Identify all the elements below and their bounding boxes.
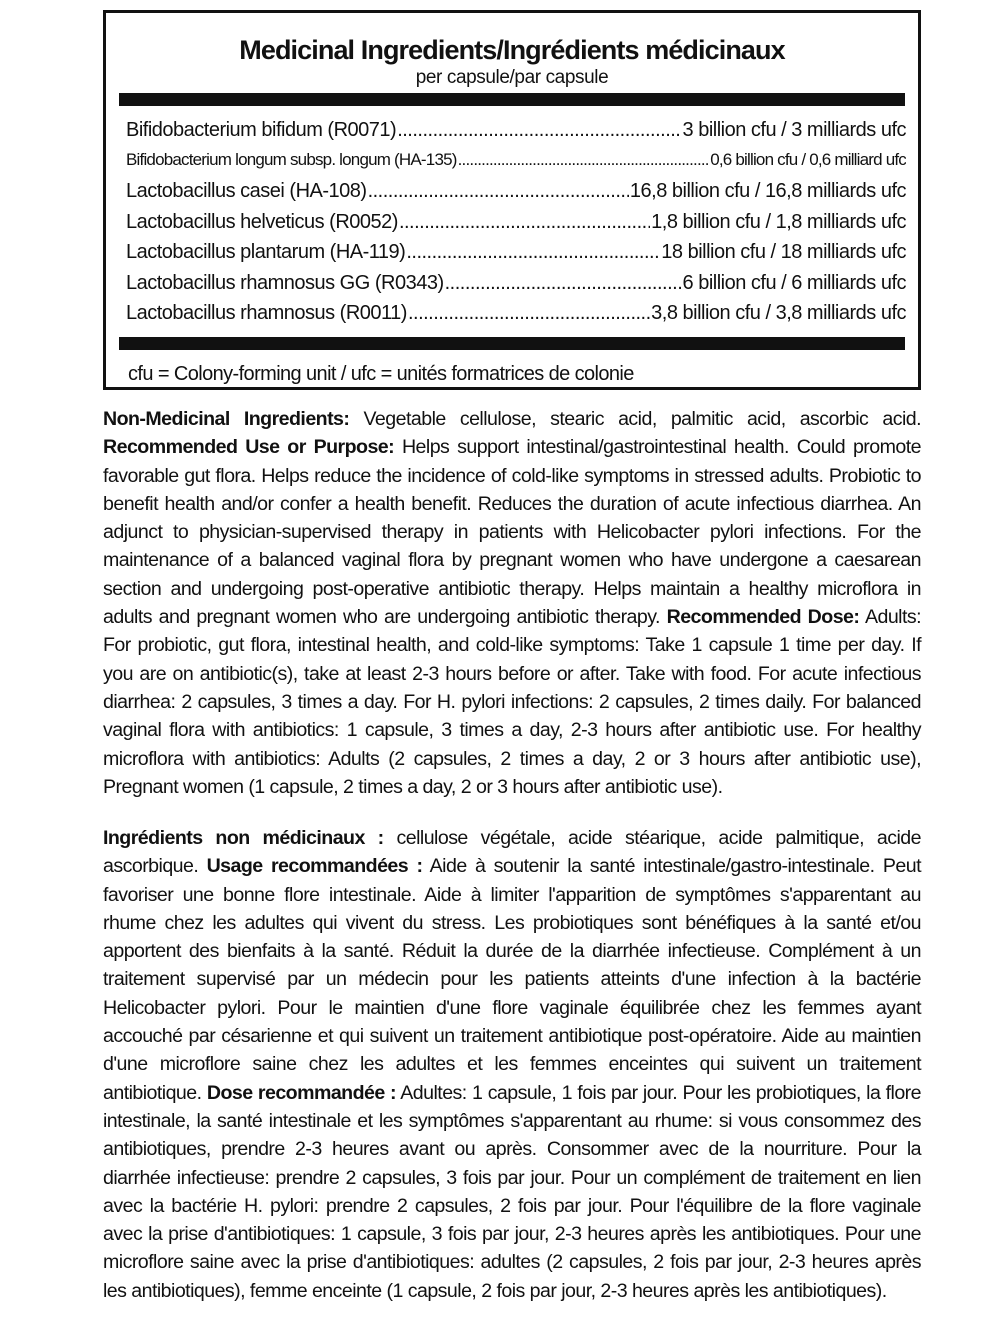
non-medicinal-text-en: Vegetable cellulose, stearic acid, palmitic acid, ascorbic acid.: [349, 408, 922, 430]
french-label-text: [103, 824, 921, 1305]
recommended-dose-text-en: Adults: For probiotic, gut flora, intestinal health, and cold-like symptoms: Take 1 capsule 1 time per day. If you are on antibiotic(s), take at least 2-3 hours before or after. Take with food. For acute infectious diarrhea: 2 capsules, 3 times a day. For H. pylori infections: 2 capsules, 2 times daily. For balanced vaginal flora with antibiotics: 1 capsule, 3 times a day, 2-3 hours after antibiotic use. For healthy microflora with antibiotics: Adults (2 capsules, 2 times a day, 2 or 3 hours after antibiotic use), Pregnant women (1 capsule, 2 times a day, 2 or 3 hours after antibiotic use).: [103, 606, 922, 798]
ingredient-name: Bifidobacterium longum subsp. longum (HA-135): [126, 149, 457, 169]
ingredient-amount: 1,8 billion cfu / 1,8 milliards ufc: [651, 210, 906, 233]
dot-leader: [445, 272, 682, 295]
ingredient-row: [126, 302, 906, 333]
ingredient-amount: 0,6 billion cfu / 0,6 milliard ufc: [710, 149, 906, 169]
ingredient-amount: 18 billion cfu / 18 milliards ufc: [661, 241, 906, 263]
recommended-use-heading-fr: Usage recommandées :: [206, 855, 423, 878]
dot-leader: [406, 241, 660, 264]
recommended-use-heading-en: Recommended Use or Purpose:: [103, 436, 395, 459]
ingredient-row: [126, 180, 906, 211]
dot-leader: [397, 119, 681, 142]
ingredient-name: Bifidobacterium bifidum (R0071): [126, 119, 397, 141]
ingredient-name: Lactobacillus plantarum (HA-119): [126, 241, 406, 263]
ingredient-row: [126, 119, 906, 150]
recommended-dose-heading-en: Recommended Dose:: [666, 606, 860, 629]
ingredient-row: [126, 211, 906, 242]
non-medicinal-heading-fr: Ingrédients non médicinaux :: [103, 827, 384, 849]
dot-leader: [368, 180, 629, 203]
non-medicinal-text-fr: cellulose végétale, acide stéarique, acide palmitique, acide ascorbique.: [103, 827, 921, 878]
box-title: Medicinal Ingredients/Ingrédients médicinaux: [239, 35, 785, 65]
top-divider-bar: [119, 93, 905, 106]
ingredient-name: Lactobacillus rhamnosus (R0011): [126, 302, 407, 324]
dot-leader: [458, 150, 710, 170]
recommended-dose-text-fr: Adultes: 1 capsule, 1 fois par jour. Pour les probiotiques, la flore intestinale, la santé intestinale et les symptômes s'apparentant au rhume: si vous consommez des antibiotiques, prendre 2-3 heures avant ou après. Consommer avec de la nourriture. Pour la diarrhée infectieuse: prendre 2 capsules, 3 fois par jour. Pour un complément de traitement en lien avec la bactérie H. pylori: prendre 2 capsules, 2 fois par jour. Pour l'équilibre de la flore vaginale avec la prise d'antibiotiques: 1 capsule, 3 fois par jour, 2-3 heures après les antibiotiques. Pour une microflore saine avec la prise d'antibiotiques: adultes (2 capsules, 2 fois par jour, 2-3 heures après les antibiotiques), femme enceinte (1 capsule, 2 fois par jour, 2-3 heures après les antibiotiques).: [103, 1081, 921, 1302]
ingredient-name: Lactobacillus rhamnosus GG (R0343): [126, 271, 444, 294]
ingredient-row: [126, 150, 906, 181]
ingredient-amount: 16,8 billion cfu / 16,8 milliards ufc: [629, 180, 906, 202]
ingredient-amount: 3,8 billion cfu / 3,8 milliards ufc: [651, 302, 906, 324]
medicinal-ingredients-box: [103, 10, 921, 390]
ingredient-row: [126, 241, 906, 272]
english-label-text: [103, 405, 921, 801]
dot-leader: [408, 302, 650, 325]
box-subtitle: per capsule/par capsule: [415, 67, 609, 88]
recommended-use-text-en: Helps support intestinal/gastrointestinal health. Could promote favorable gut flora. Helps reduce the incidence of cold-like symptoms in stressed adults. Probiotic to benefit health and/or confer a health benefit. Reduces the duration of acute infectious diarrhea. An adjunct to physician-supervised therapy in patients with Helicobacter pylori infections. For the maintenance of a balanced vaginal flora by pregnant women who have undergone a caesarean section and undergoing post-operative antibiotic therapy. Helps maintain a healthy microflora in adults and pregnant women who are undergoing antibiotic therapy.: [103, 436, 921, 629]
bottom-divider-bar: [119, 337, 905, 350]
cfu-footnote: cfu = Colony-forming unit / ufc = unités formatrices de colonie: [128, 363, 634, 385]
recommended-dose-heading-fr: Dose recommandée :: [206, 1081, 397, 1104]
recommended-use-text-fr: Aide à soutenir la santé intestinale/gastro-intestinale. Peut favoriser une bonne flore intestinale. Aide à limiter l'apparition de symptômes s'apparentant au rhume chez les adultes qui vivent du stress. Les probiotiques sont bénéfiques à la santé et/ou apportent des bienfaits à la santé. Réduit la durée de la diarrhée infectieuse. Complément à un traitement supervisé par un médecin pour les patients atteints d'une infection à la bactérie Helicobacter pylori. Pour le maintien d'une flore vaginale équilibrée chez les femmes ayant accouché par césarienne et qui suivent un traitement antibiotique post-opératoire. Aide au maintien d'une microflore saine chez les adultes et les femmes enceintes qui suivent un traitement antibiotique.: [103, 855, 921, 1104]
ingredient-name: Lactobacillus helveticus (R0052): [126, 210, 398, 233]
dot-leader: [399, 211, 650, 234]
ingredient-name: Lactobacillus casei (HA-108): [126, 180, 367, 202]
ingredient-amount: 6 billion cfu / 6 milliards ufc: [682, 271, 906, 294]
ingredient-amount: 3 billion cfu / 3 milliards ufc: [682, 119, 906, 141]
ingredient-row: [126, 272, 906, 303]
non-medicinal-heading-en: Non-Medicinal Ingredients:: [103, 408, 350, 430]
ingredient-list: [126, 119, 906, 333]
